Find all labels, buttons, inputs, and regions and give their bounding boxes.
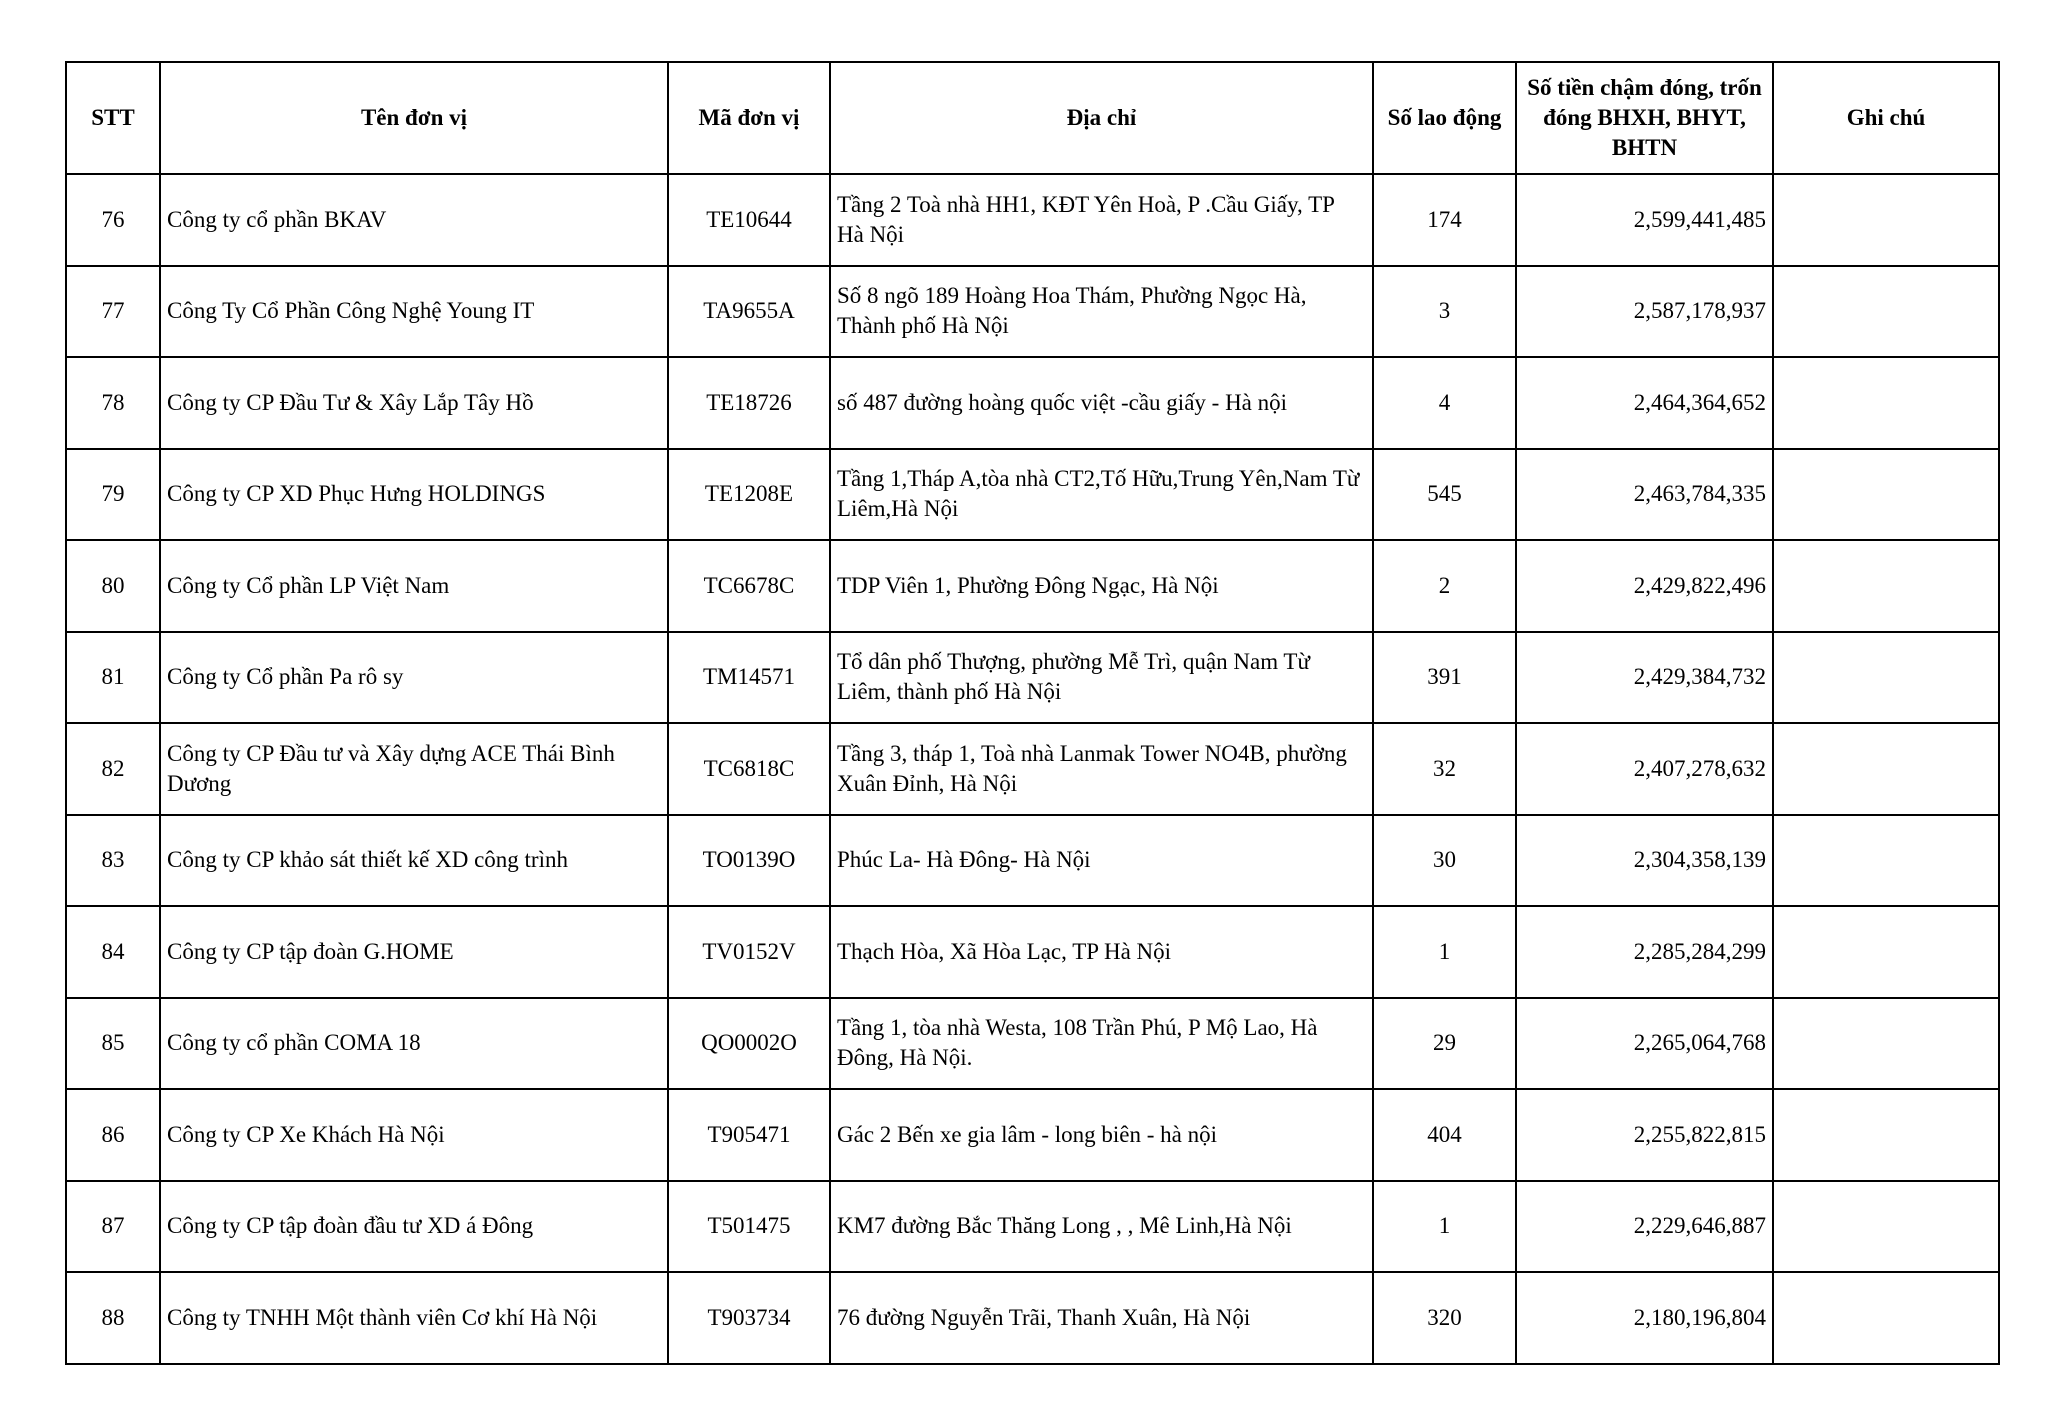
cell-note (1773, 906, 1999, 998)
table-row (66, 1089, 1999, 1181)
cell-address: KM7 đường Bắc Thăng Long , , Mê Linh,Hà Nội (830, 1181, 1373, 1273)
cell-stt: 86 (66, 1089, 160, 1181)
header-amount: Số tiền chậm đóng, trốn đóng BHXH, BHYT, BHTN (1516, 62, 1773, 174)
cell-workers: 3 (1373, 266, 1516, 358)
cell-name: Công ty cổ phần COMA 18 (160, 998, 668, 1090)
table-row (66, 998, 1999, 1090)
cell-stt: 78 (66, 357, 160, 449)
cell-name: Công ty Cổ phần LP Việt Nam (160, 540, 668, 632)
cell-name: Công ty CP Xe Khách Hà Nội (160, 1089, 668, 1181)
cell-note (1773, 174, 1999, 266)
cell-stt: 85 (66, 998, 160, 1090)
cell-code: TC6678C (668, 540, 830, 632)
cell-name: Công ty CP Đầu tư và Xây dựng ACE Thái Bình Dương (160, 723, 668, 815)
cell-address: 76 đường Nguyễn Trãi, Thanh Xuân, Hà Nội (830, 1272, 1373, 1364)
cell-note (1773, 815, 1999, 907)
table-row (66, 906, 1999, 998)
cell-name: Công ty CP Đầu Tư & Xây Lắp Tây Hồ (160, 357, 668, 449)
cell-note (1773, 540, 1999, 632)
cell-workers: 29 (1373, 998, 1516, 1090)
cell-code: T903734 (668, 1272, 830, 1364)
cell-address: Tầng 2 Toà nhà HH1, KĐT Yên Hoà, P .Cầu Giấy, TP Hà Nội (830, 174, 1373, 266)
cell-workers: 404 (1373, 1089, 1516, 1181)
cell-address: Phúc La- Hà Đông- Hà Nội (830, 815, 1373, 907)
cell-amount: 2,407,278,632 (1516, 723, 1773, 815)
cell-note (1773, 266, 1999, 358)
cell-stt: 81 (66, 632, 160, 724)
cell-name: Công ty TNHH Một thành viên Cơ khí Hà Nội (160, 1272, 668, 1364)
table-row (66, 357, 1999, 449)
cell-workers: 391 (1373, 632, 1516, 724)
cell-note (1773, 723, 1999, 815)
cell-address: Tầng 3, tháp 1, Toà nhà Lanmak Tower NO4B, phường Xuân Đỉnh, Hà Nội (830, 723, 1373, 815)
cell-note (1773, 357, 1999, 449)
cell-amount: 2,265,064,768 (1516, 998, 1773, 1090)
cell-address: Tầng 1, tòa nhà Westa, 108 Trần Phú, P Mộ Lao, Hà Đông, Hà Nội. (830, 998, 1373, 1090)
cell-code: TE18726 (668, 357, 830, 449)
cell-stt: 77 (66, 266, 160, 358)
header-row (66, 62, 1999, 174)
cell-code: T905471 (668, 1089, 830, 1181)
debt-table (65, 61, 2000, 1365)
cell-name: Công ty CP khảo sát thiết kế XD công trình (160, 815, 668, 907)
cell-workers: 30 (1373, 815, 1516, 907)
cell-amount: 2,429,822,496 (1516, 540, 1773, 632)
cell-address: số 487 đường hoàng quốc việt -cầu giấy - Hà nội (830, 357, 1373, 449)
cell-address: TDP Viên 1, Phường Đông Ngạc, Hà Nội (830, 540, 1373, 632)
cell-code: QO0002O (668, 998, 830, 1090)
cell-stt: 84 (66, 906, 160, 998)
table-row (66, 266, 1999, 358)
cell-amount: 2,304,358,139 (1516, 815, 1773, 907)
cell-note (1773, 449, 1999, 541)
cell-stt: 83 (66, 815, 160, 907)
cell-amount: 2,599,441,485 (1516, 174, 1773, 266)
cell-address: Tổ dân phố Thượng, phường Mễ Trì, quận Nam Từ Liêm, thành phố Hà Nội (830, 632, 1373, 724)
cell-amount: 2,463,784,335 (1516, 449, 1773, 541)
table-row (66, 1181, 1999, 1273)
cell-note (1773, 1181, 1999, 1273)
cell-stt: 87 (66, 1181, 160, 1273)
cell-stt: 80 (66, 540, 160, 632)
table-row (66, 632, 1999, 724)
cell-code: TE1208E (668, 449, 830, 541)
cell-stt: 76 (66, 174, 160, 266)
cell-workers: 1 (1373, 906, 1516, 998)
header-name: Tên đơn vị (160, 62, 668, 174)
cell-stt: 82 (66, 723, 160, 815)
header-note: Ghi chú (1773, 62, 1999, 174)
cell-amount: 2,229,646,887 (1516, 1181, 1773, 1273)
cell-workers: 4 (1373, 357, 1516, 449)
cell-code: T501475 (668, 1181, 830, 1273)
cell-address: Số 8 ngõ 189 Hoàng Hoa Thám, Phường Ngọc Hà, Thành phố Hà Nội (830, 266, 1373, 358)
cell-workers: 174 (1373, 174, 1516, 266)
cell-amount: 2,255,822,815 (1516, 1089, 1773, 1181)
cell-code: TC6818C (668, 723, 830, 815)
cell-address: Tầng 1,Tháp A,tòa nhà CT2,Tố Hữu,Trung Yên,Nam Từ Liêm,Hà Nội (830, 449, 1373, 541)
cell-code: TV0152V (668, 906, 830, 998)
cell-code: TA9655A (668, 266, 830, 358)
cell-amount: 2,587,178,937 (1516, 266, 1773, 358)
cell-workers: 2 (1373, 540, 1516, 632)
cell-amount: 2,285,284,299 (1516, 906, 1773, 998)
cell-code: TO0139O (668, 815, 830, 907)
cell-name: Công ty CP XD Phục Hưng HOLDINGS (160, 449, 668, 541)
cell-address: Thạch Hòa, Xã Hòa Lạc, TP Hà Nội (830, 906, 1373, 998)
table-row (66, 723, 1999, 815)
cell-workers: 1 (1373, 1181, 1516, 1273)
header-stt: STT (66, 62, 160, 174)
cell-note (1773, 1272, 1999, 1364)
cell-workers: 32 (1373, 723, 1516, 815)
table-row (66, 1272, 1999, 1364)
table-row (66, 540, 1999, 632)
table-row (66, 174, 1999, 266)
cell-code: TM14571 (668, 632, 830, 724)
cell-name: Công ty cổ phần BKAV (160, 174, 668, 266)
table-row (66, 815, 1999, 907)
header-code: Mã đơn vị (668, 62, 830, 174)
cell-address: Gác 2 Bến xe gia lâm - long biên - hà nội (830, 1089, 1373, 1181)
cell-note (1773, 998, 1999, 1090)
table-row (66, 449, 1999, 541)
cell-code: TE10644 (668, 174, 830, 266)
cell-note (1773, 632, 1999, 724)
header-workers: Số lao động (1373, 62, 1516, 174)
cell-amount: 2,429,384,732 (1516, 632, 1773, 724)
cell-name: Công ty Cổ phần Pa rô sy (160, 632, 668, 724)
cell-amount: 2,464,364,652 (1516, 357, 1773, 449)
cell-stt: 88 (66, 1272, 160, 1364)
cell-workers: 320 (1373, 1272, 1516, 1364)
cell-amount: 2,180,196,804 (1516, 1272, 1773, 1364)
cell-workers: 545 (1373, 449, 1516, 541)
cell-name: Công ty CP tập đoàn đầu tư XD á Đông (160, 1181, 668, 1273)
cell-note (1773, 1089, 1999, 1181)
cell-stt: 79 (66, 449, 160, 541)
cell-name: Công ty CP tập đoàn G.HOME (160, 906, 668, 998)
cell-name: Công Ty Cổ Phần Công Nghệ Young IT (160, 266, 668, 358)
header-address: Địa chỉ (830, 62, 1373, 174)
